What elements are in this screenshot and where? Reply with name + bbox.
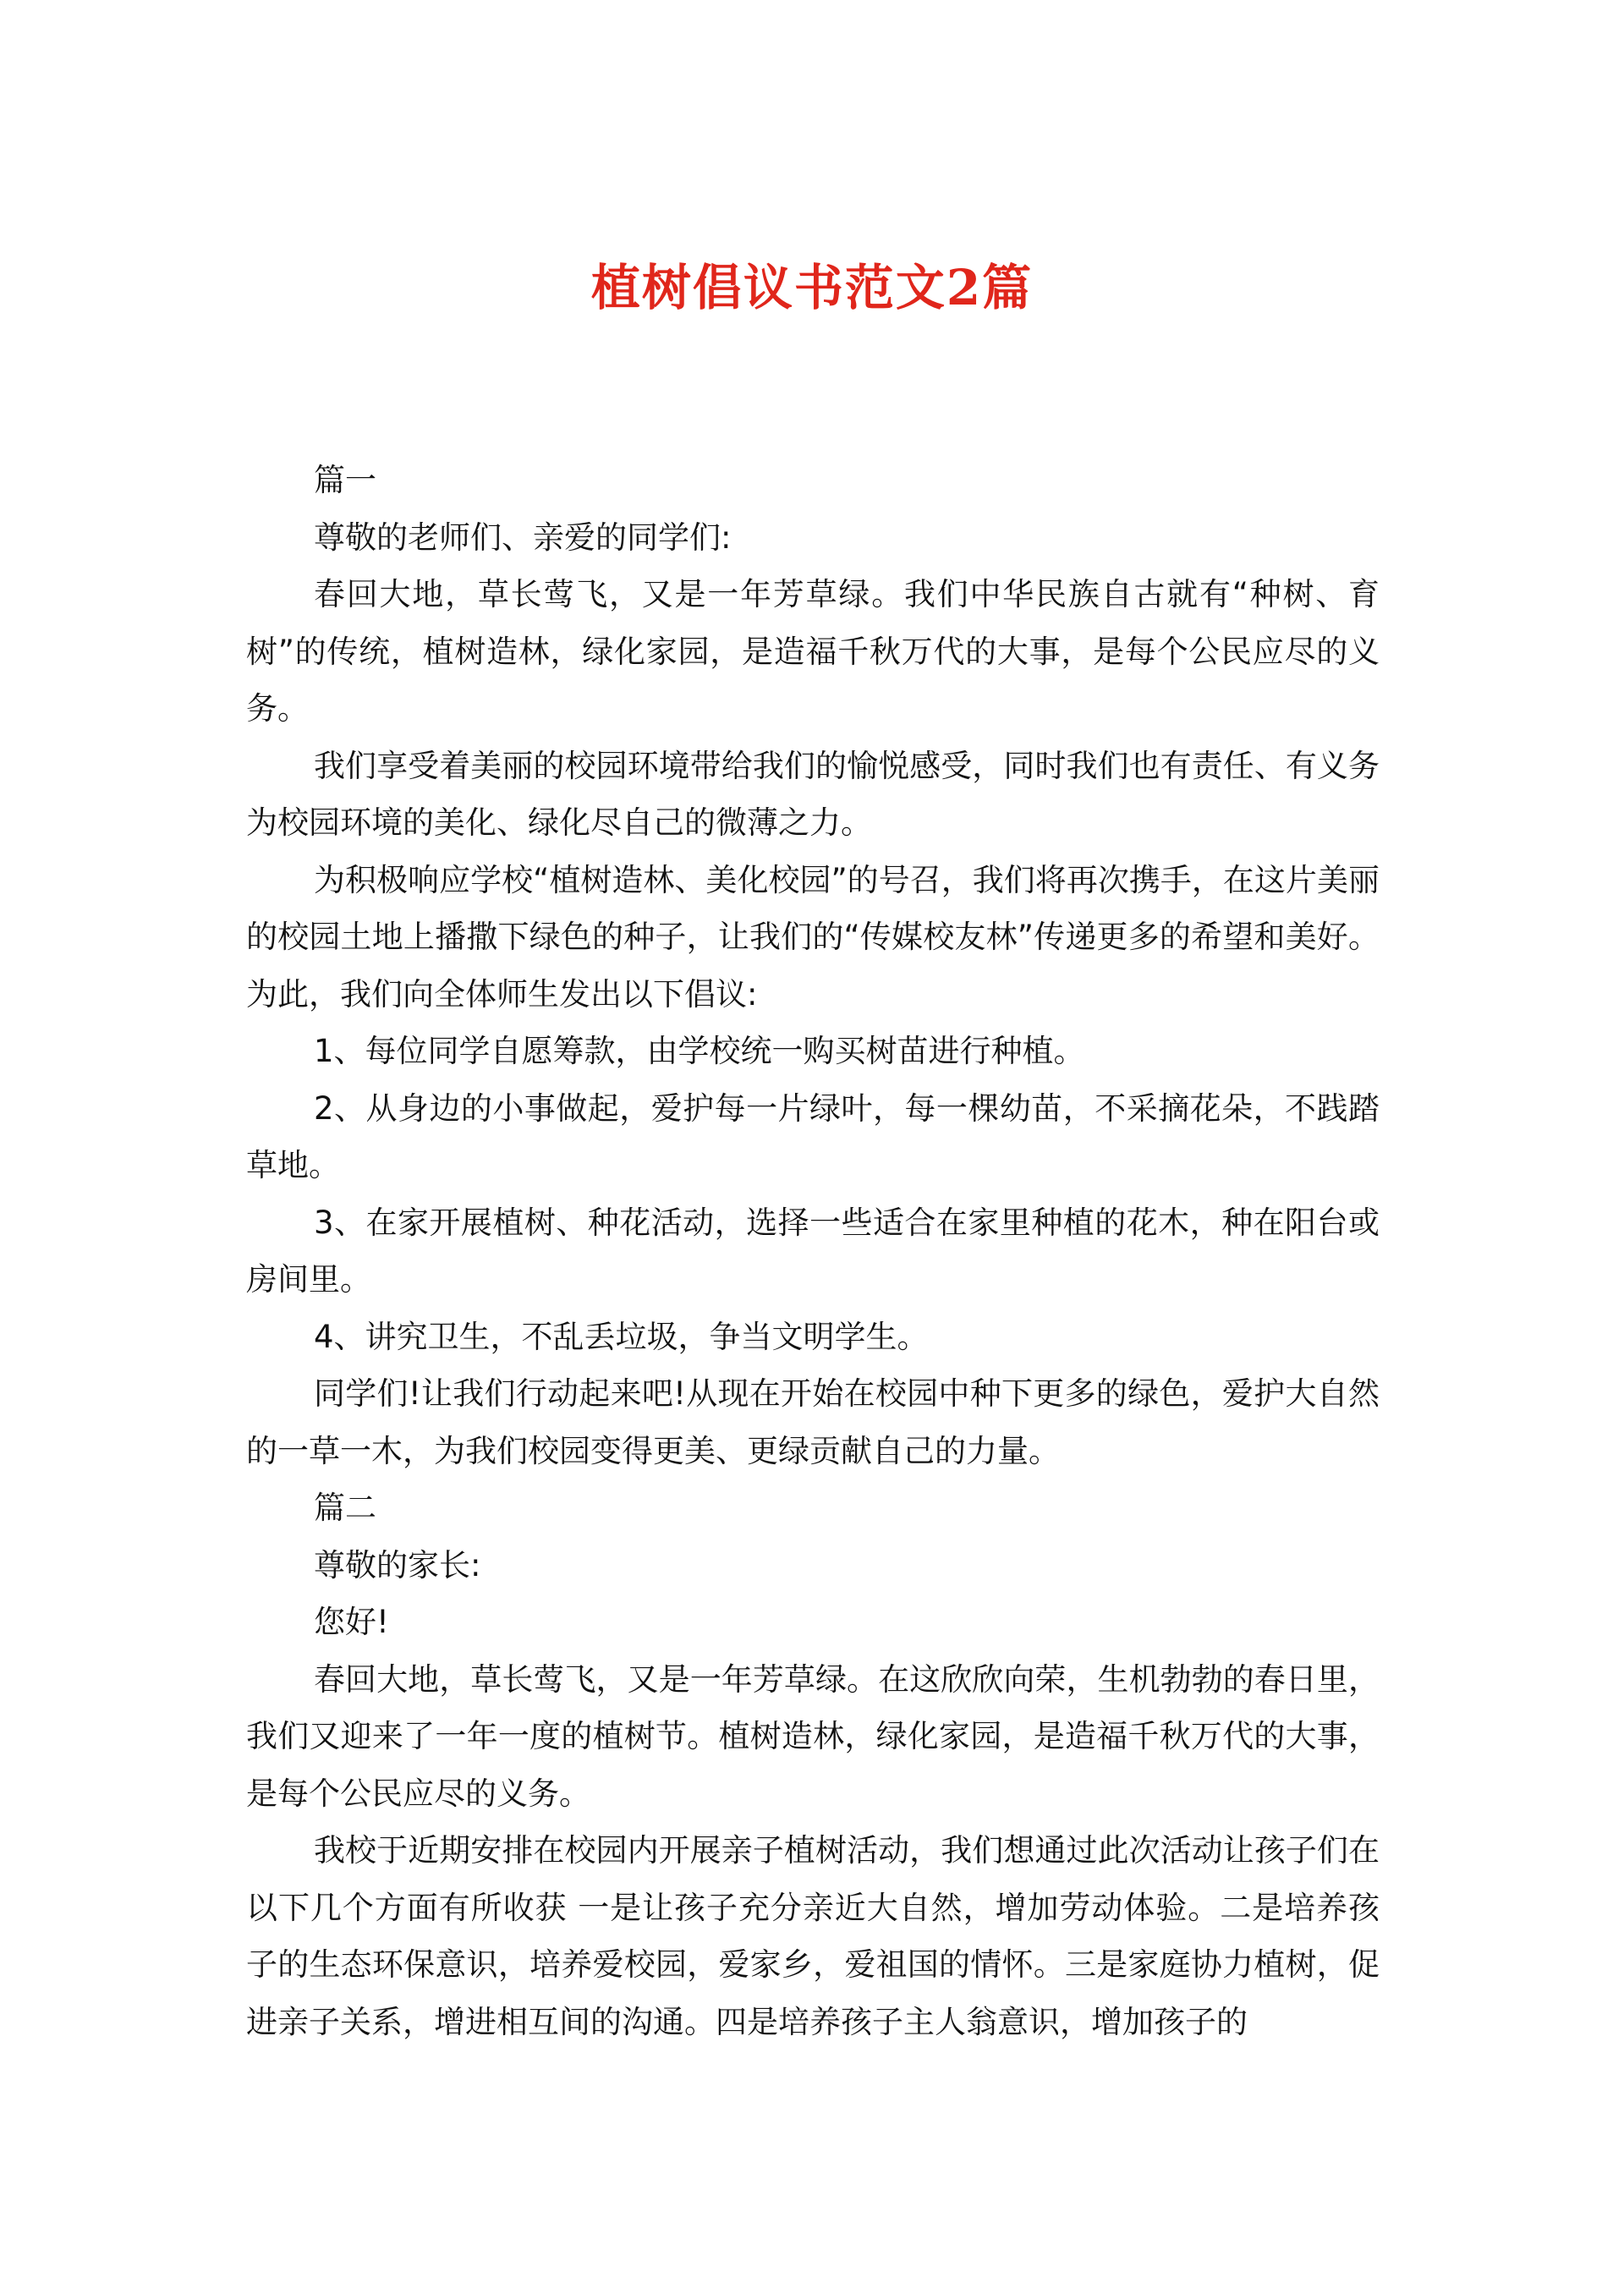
proposal-item-1: 1、每位同学自愿筹款，由学校统一购买树苗进行种植。 [314,1033,1085,1069]
paragraph: 春回大地，草长莺飞，又是一年芳草绿。我们中华民族自古就有“种树、育树”的传统，植树造林，绿化家园，是造福千秋万代的大事，是每个公民应尽的义务。 [246,576,1380,727]
section-heading-1: 篇一 [314,462,376,498]
paragraph: 为积极响应学校“植树造林、美化校园”的号召，我们将再次携手，在这片美丽的校园土地上播撒下绿色的种子，让我们的“传媒校友林”传递更多的希望和美好。为此，我们向全体师生发出以下倡议: [246,861,1380,1013]
document-title: 植树倡议书范文2篇 [590,259,1034,316]
salutation-1: 尊敬的老师们、亲爱的同学们: [314,519,732,556]
proposal-item-4: 4、讲究卫生，不乱丢垃圾，争当文明学生。 [314,1318,929,1355]
proposal-item-2: 2、从身边的小事做起，爱护每一片绿叶，每一棵幼苗，不采摘花朵，不践踏草地。 [246,1089,1380,1183]
greeting: 您好! [314,1604,389,1640]
document-body [246,452,1380,2050]
salutation-2: 尊敬的家长: [314,1546,481,1583]
proposal-item-3: 3、在家开展植树、种花活动，选择一些适合在家里种植的花木，种在阳台或房间里。 [246,1204,1380,1298]
section-heading-2: 篇二 [314,1490,376,1526]
paragraph: 我们享受着美丽的校园环境带给我们的愉悦感受，同时我们也有责任、有义务为校园环境的美化、绿化尽自己的微薄之力。 [246,747,1380,841]
paragraph: 春回大地，草长莺飞，又是一年芳草绿。在这欣欣向荣，生机勃勃的春日里，我们又迎来了一年一度的植树节。植树造林，绿化家园，是造福千秋万代的大事，是每个公民应尽的义务。 [246,1660,1380,1812]
paragraph: 同学们!让我们行动起来吧!从现在开始在校园中种下更多的绿色，爱护大自然的一草一木，为我们校园变得更美、更绿贡献自己的力量。 [246,1375,1380,1469]
paragraph: 我校于近期安排在校园内开展亲子植树活动，我们想通过此次活动让孩子们在以下几个方面有所收获 一是让孩子充分亲近大自然，增加劳动体验。二是培养孩子的生态环保意识，培养爱校园，爱家乡，爱祖国的情怀。三是家庭协力植树，促进亲子关系，增进相互间的沟通。四是培养孩子主人翁意识，增加孩子的 [246,1832,1380,2040]
